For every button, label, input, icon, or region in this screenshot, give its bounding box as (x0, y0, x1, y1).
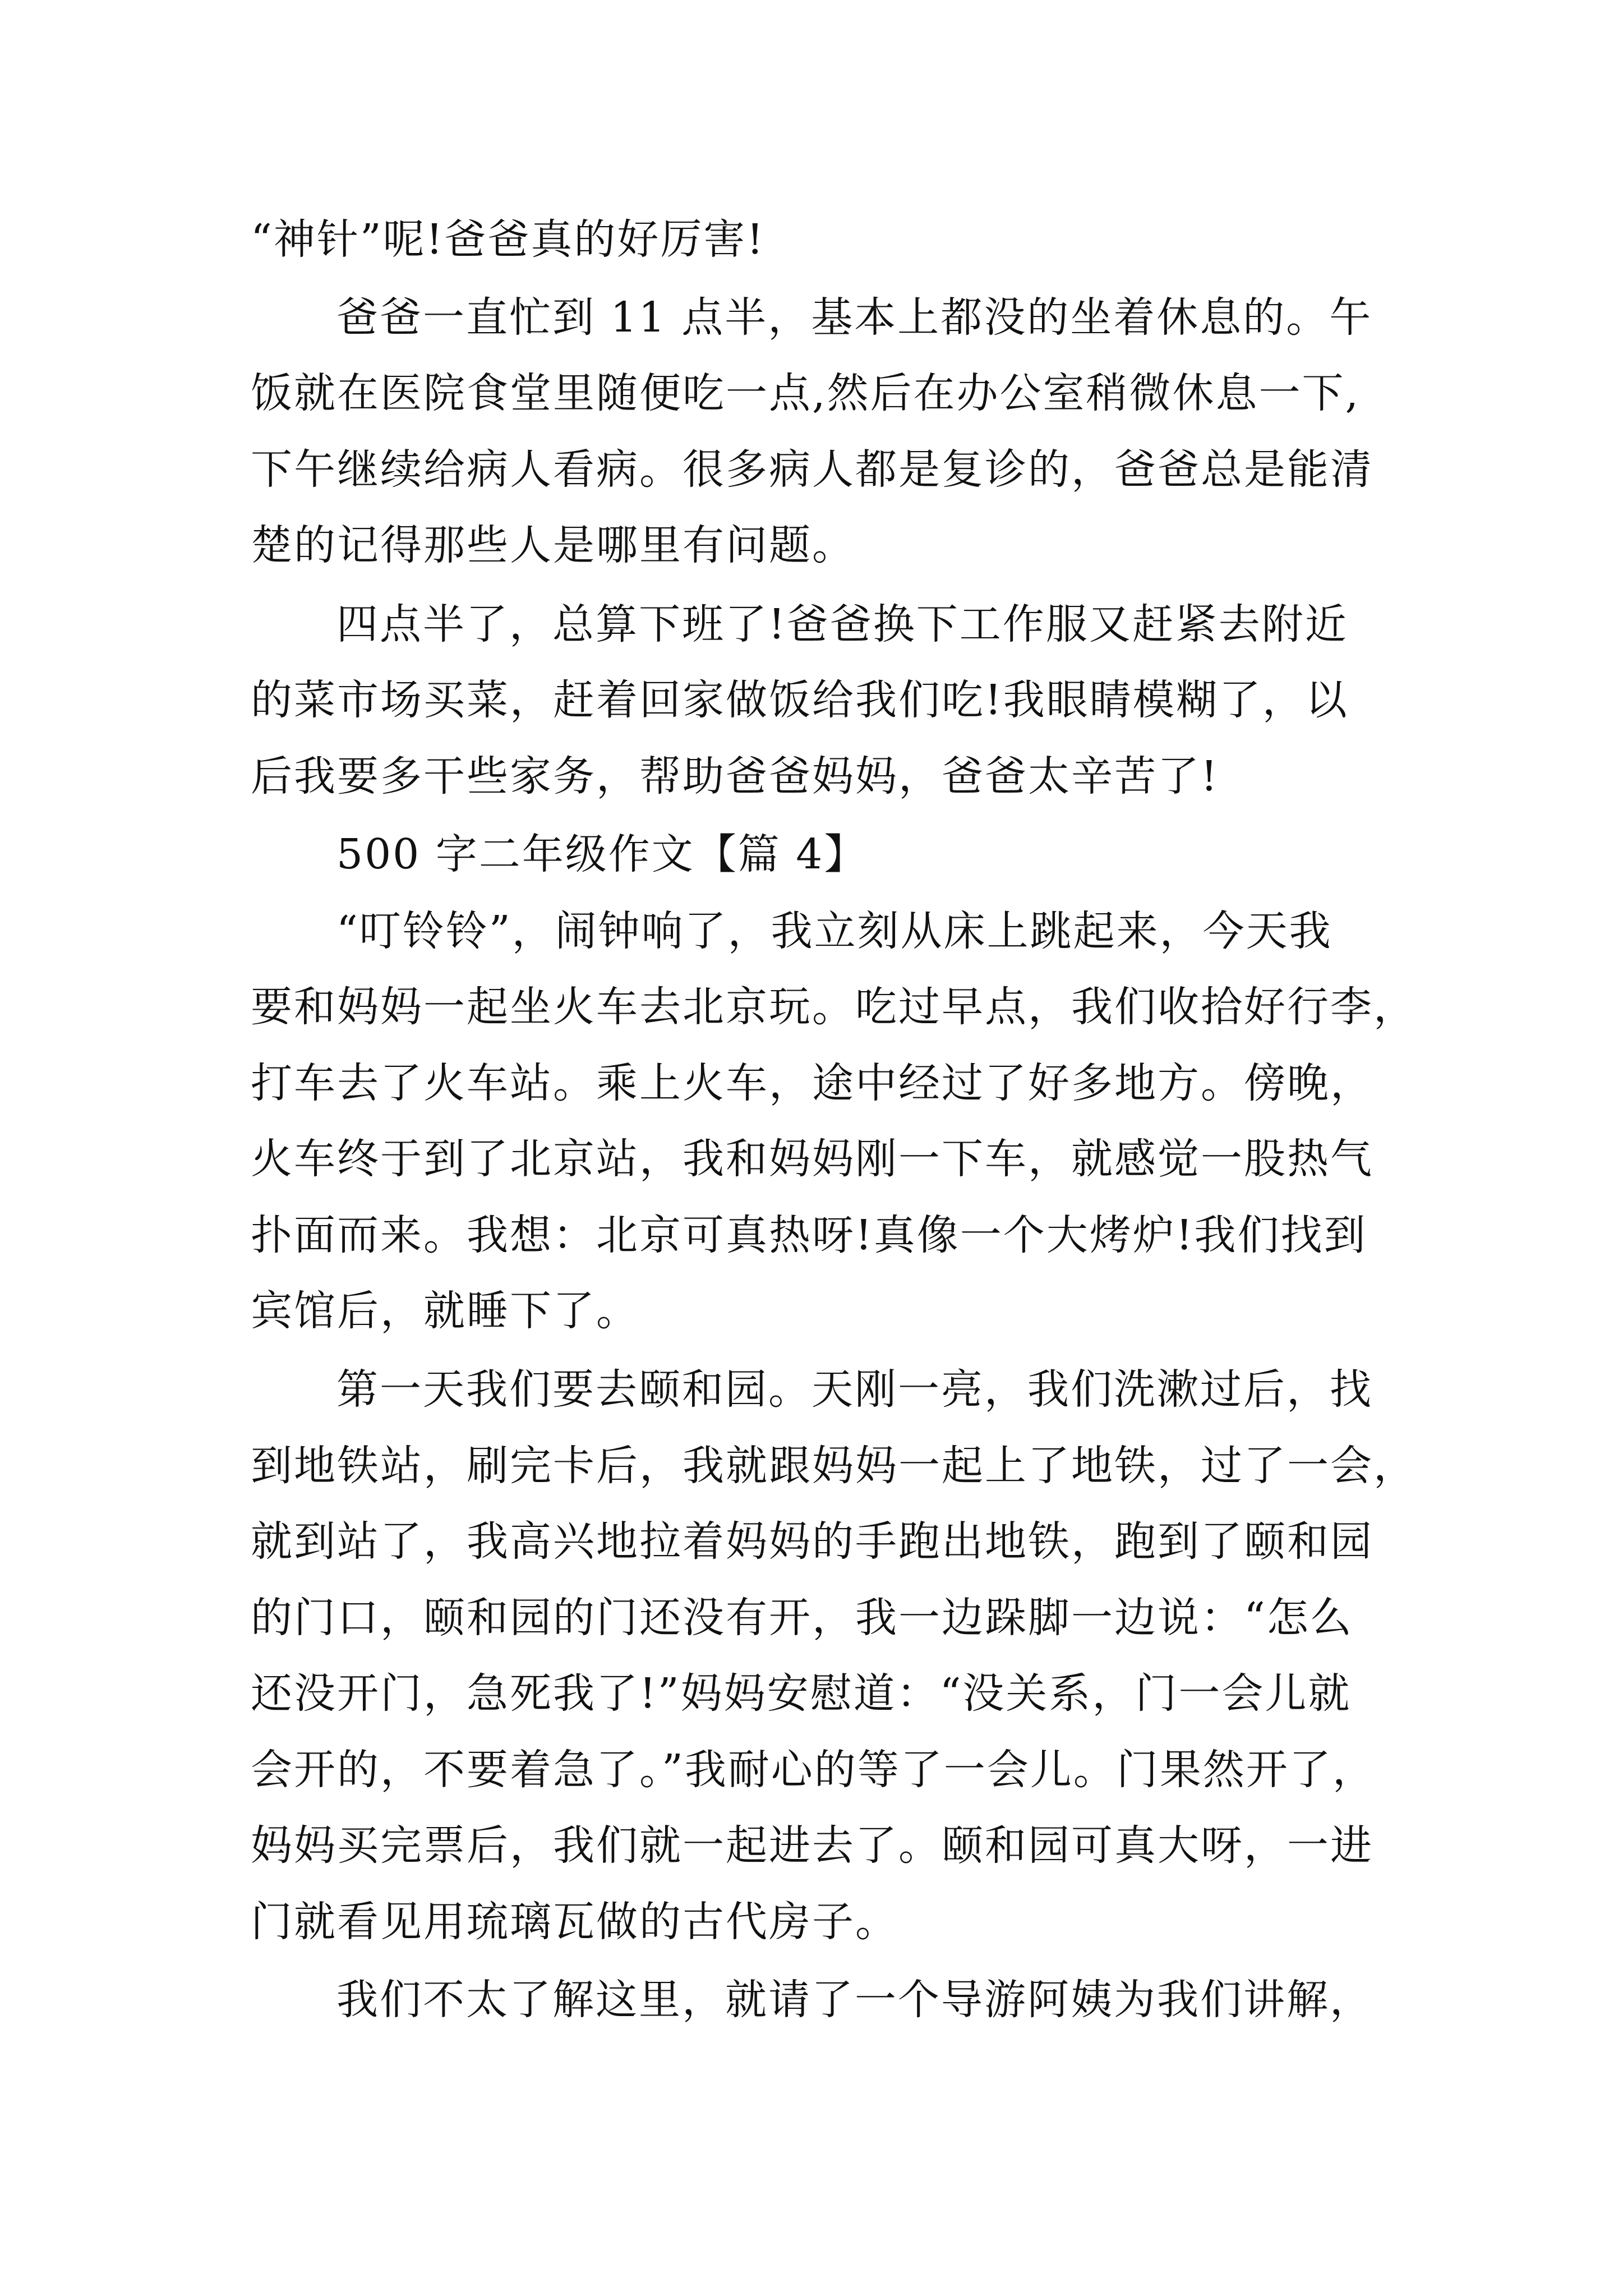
paragraph-first-line: 四点半了，总算下班了!爸爸换下工作服又赶紧去附近 (336, 600, 1348, 648)
text-line: 妈妈买完票后，我们就一起进去了。颐和园可真大呀，一进 (251, 1821, 1373, 1870)
text-line: 后我要多干些家务，帮助爸爸妈妈，爸爸太辛苦了! (251, 752, 1219, 800)
text-line: 宾馆后，就睡下了。 (251, 1287, 639, 1335)
text-line: 要和妈妈一起坐火车去北京玩。吃过早点，我们收拾好行李， (251, 983, 1417, 1031)
paragraph-first-line: 爸爸一直忙到 11 点半，基本上都没的坐着休息的。午 (336, 293, 1373, 342)
paragraph-first-line: 第一天我们要去颐和园。天刚一亮，我们洗漱过后，找 (336, 1365, 1373, 1414)
text-line: 打车去了火车站。乘上火车，途中经过了好多地方。傍晚， (251, 1059, 1373, 1107)
section-heading: 500 字二年级作文【篇 4】 (336, 830, 868, 878)
text-line: 门就看见用琉璃瓦做的古代房子。 (251, 1898, 898, 1946)
text-line: 火车终于到了北京站，我和妈妈刚一下车，就感觉一股热气 (251, 1135, 1373, 1183)
text-line: 下午继续给病人看病。很多病人都是复诊的，爸爸总是能清 (251, 445, 1373, 494)
paragraph-first-line: “叮铃铃”，闹钟响了，我立刻从床上跳起来，今天我 (336, 907, 1332, 955)
text-line: 楚的记得那些人是哪里有问题。 (251, 521, 855, 569)
text-line: 就到站了，我高兴地拉着妈妈的手跑出地铁，跑到了颐和园 (251, 1517, 1373, 1566)
text-line: 还没开门，急死我了!”妈妈安慰道：“没关系，门一会儿就 (251, 1669, 1352, 1718)
text-line: “神针”呢!爸爸真的好厉害! (251, 215, 766, 264)
text-line: 会开的，不要着急了。”我耐心的等了一会儿。门果然开了， (251, 1746, 1376, 1794)
text-line: 到地铁站，刷完卡后，我就跟妈妈一起上了地铁，过了一会， (251, 1442, 1417, 1490)
text-line: 的菜市场买菜，赶着回家做饭给我们吃!我眼睛模糊了，以 (251, 676, 1349, 724)
paragraph-first-line: 我们不太了解这里，就请了一个导游阿姨为我们讲解， (336, 1976, 1373, 2024)
text-line: 饭就在医院食堂里随便吃一点,然后在办公室稍微休息一下, (251, 369, 1361, 417)
text-line: 扑面而来。我想：北京可真热呀!真像一个大烤炉!我们找到 (251, 1211, 1367, 1259)
text-line: 的门口，颐和园的门还没有开，我一边跺脚一边说：“怎么 (251, 1594, 1353, 1642)
